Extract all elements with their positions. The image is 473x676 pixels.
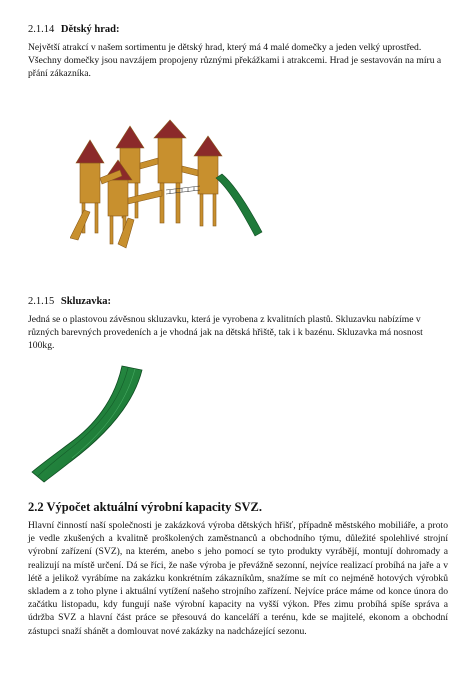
slide-image [30, 362, 150, 487]
castle-image [70, 118, 270, 253]
slide-heading [28, 296, 111, 307]
slide-description: Jedná se o plastovou závěsnou skluzavku, která je vyrobena z kvalitních plastů. Skluzavku nabízíme v různých barevných provedeních a je vhodná jak na dětská hřiště, tak i k bazénu. Skluzavka má nosnost 100kg. [28, 314, 423, 351]
castle-section-number: 2.1.14 [28, 24, 55, 35]
slide-section-number: 2.1.15 [28, 296, 55, 307]
castle-description: Největší atrakcí v našem sortimentu je dětský hrad, který má 4 malé domečky a jeden velký uprostřed. Všechny domečky jsou navzájem propojeny různými překážkami i atrakcemi. Hrad je sestavován na míru a přání zákazníka. [28, 42, 442, 79]
capacity-heading: 2.2 Výpočet aktuální výrobní kapacity SVZ. [28, 500, 262, 514]
slide-section-title: Skluzavka: [60, 296, 112, 307]
capacity-paragraph: Hlavní činností naší společnosti je zakázková výroba dětských hřišť, případně městského mobiliáře, a proto je vedle zkušených a kvalitně proškolených zaměstnanců a obchodního týmu, důležité spolehlivé strojní výrobní zařízení (SVZ), na kterém, anebo s jeho pomocí se tyto produkty vyrábějí, montují dohromady a realizují na místě určení. Dá se říci, že naše výroba je převážně sezonní, nejvíce realizací probíhá na jaře a v létě a jelikož vyrábíme na zakázku konkrétním zákazníkům, snažíme se mít co nejméně hotových výrobků skladem a z toho plyne i aktuální vytížení našeho strojního zařízení. Nejvíce práce máme od konce února do začátku listopadu, kdy fungují naše výrobní kapacity na vyšší výkon. Přes zimu probíhá spíše správa a údržba SVZ a hlavní část práce se přesouvá do kanceláří a terénu, kde se majitelé, ekonom a obchodní zástupci snaží shánět a domlouvat nové zakázky na nadcházející sezonu. [28, 520, 448, 637]
castle-heading [28, 24, 120, 35]
castle-section-title: Dětský hrad: [60, 24, 120, 35]
